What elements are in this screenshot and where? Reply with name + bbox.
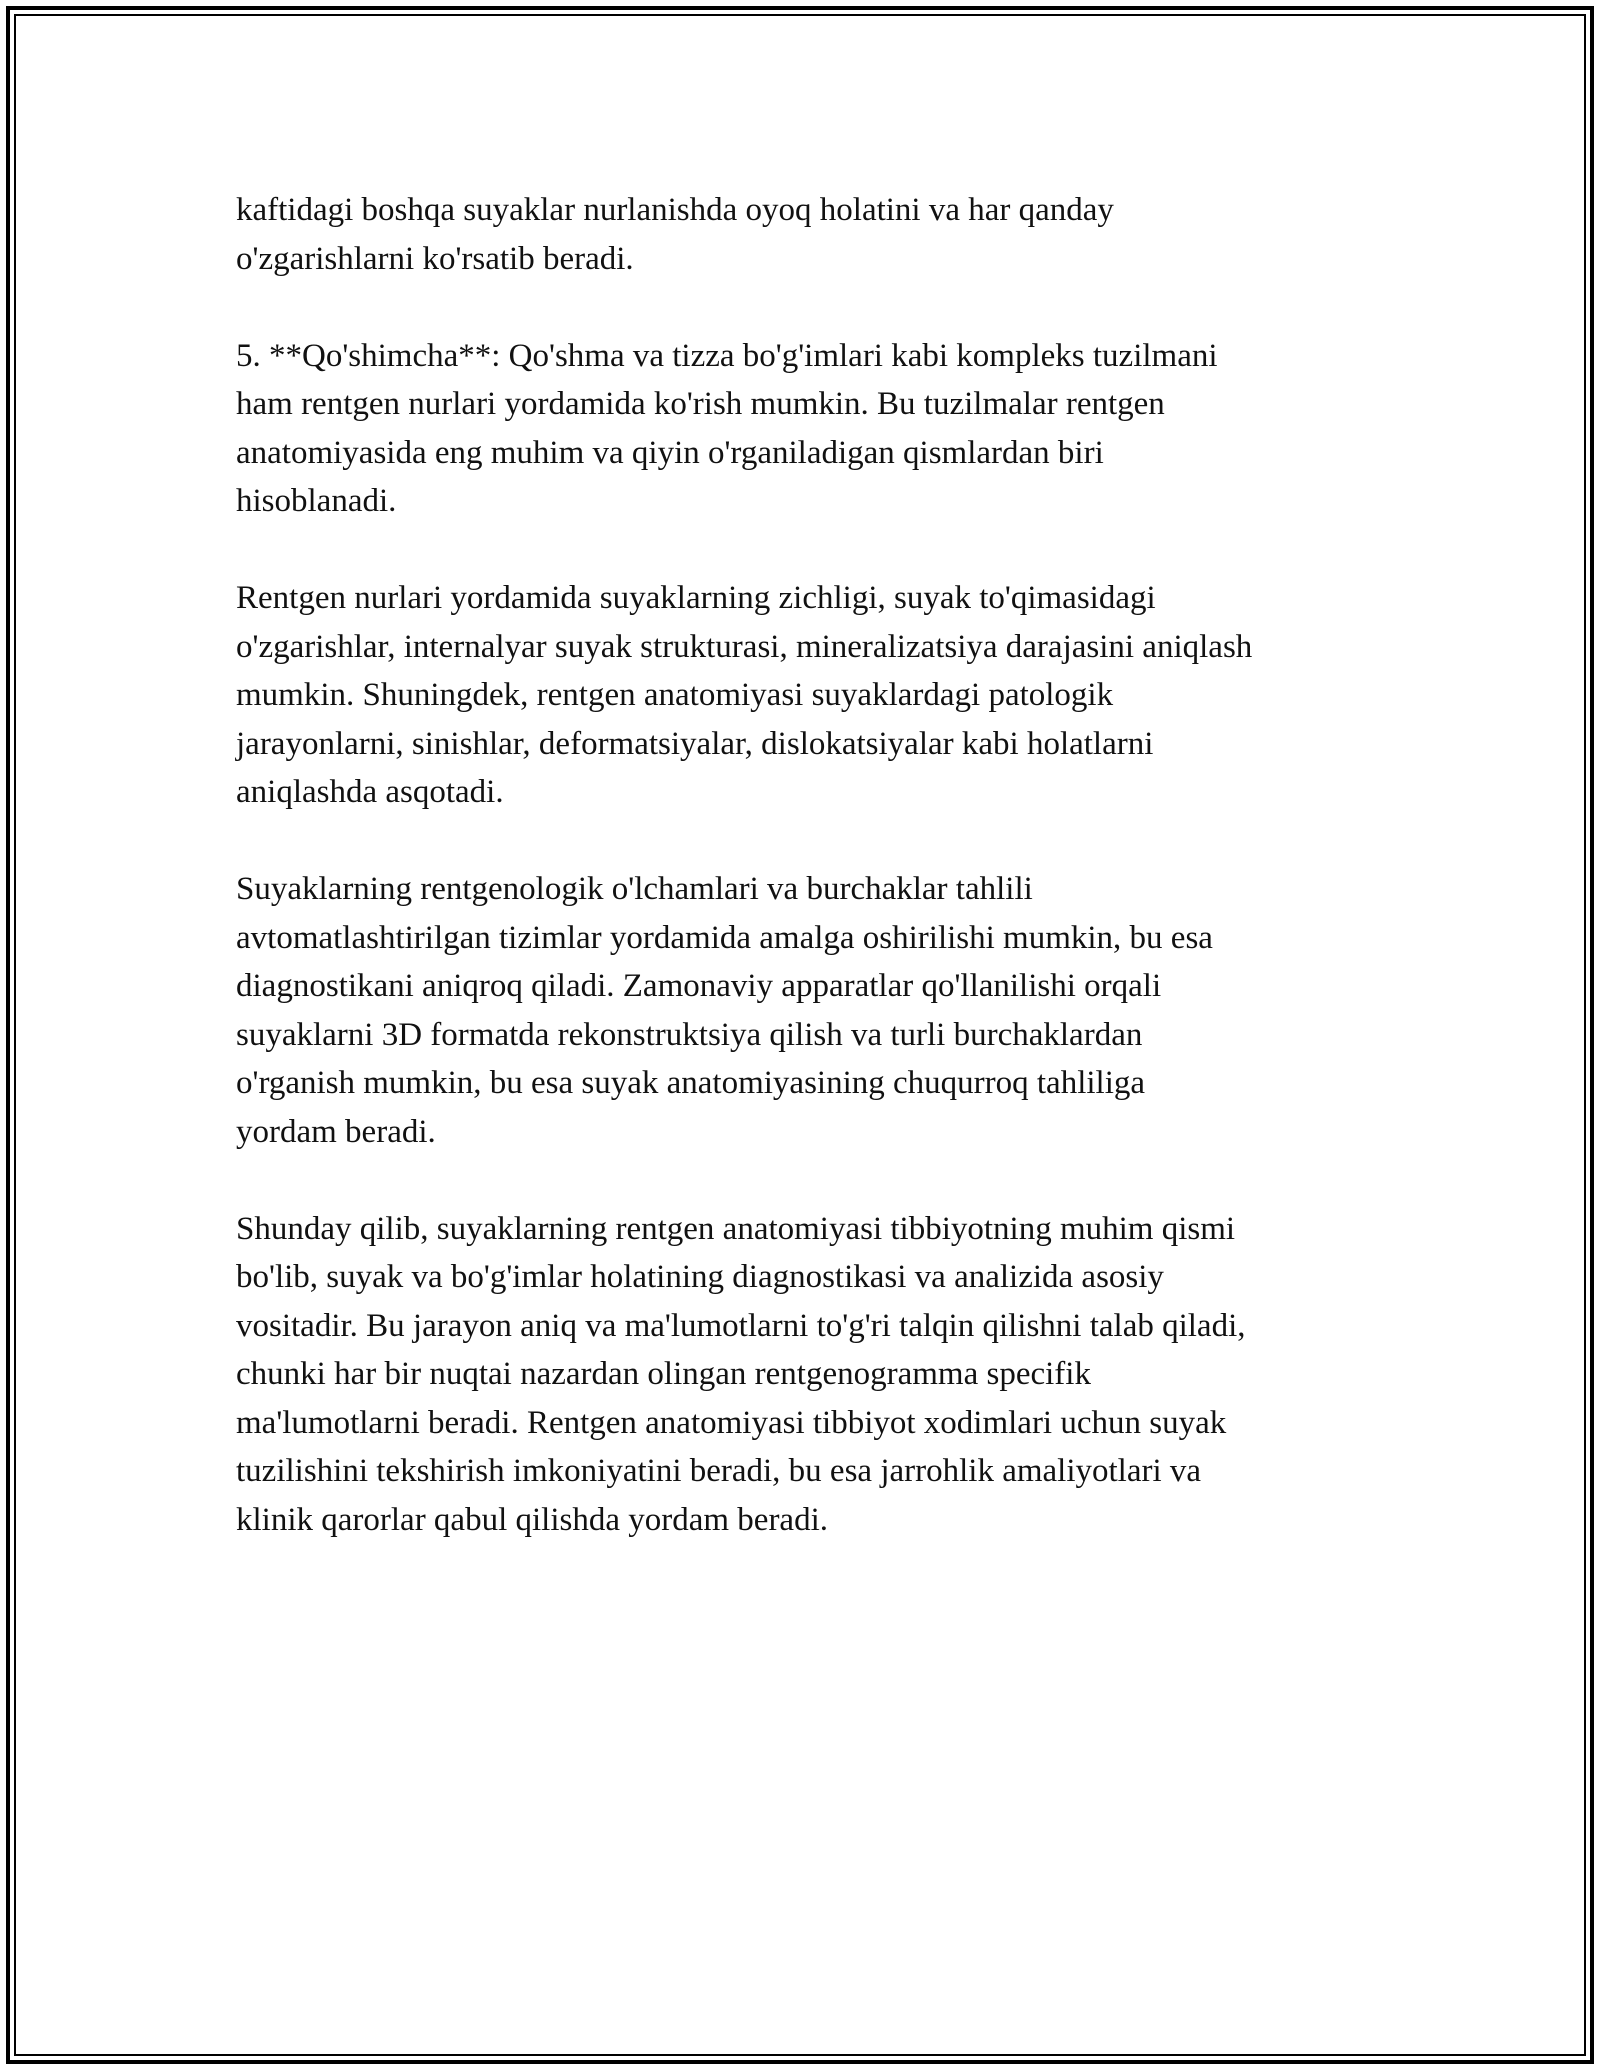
text-line: bo'lib, suyak va bo'g'imlar holatining diagnostikasi va analizida asosiy: [236, 1259, 1164, 1295]
paragraph: [236, 865, 1376, 1156]
text-line: hisoblanadi.: [236, 483, 397, 519]
text-line: Shunday qilib, suyaklarning rentgen anatomiyasi tibbiyotning muhim qismi: [236, 1210, 1236, 1247]
text-line: avtomatlashtirilgan tizimlar yordamida amalga oshirilishi mumkin, bu esa: [236, 919, 1213, 956]
text-line: 5. **Qo'shimcha**: Qo'shma va tizza bo'g'imlari kabi kompleks tuzilmani: [236, 337, 1218, 374]
text-line: Rentgen nurlari yordamida suyaklarning zichligi, suyak to'qimasidagi: [236, 580, 1156, 616]
text-line: o'zgarishlarni ko'rsatib beradi.: [236, 240, 634, 277]
text-line: o'rganish mumkin, bu esa suyak anatomiyasining chuqurroq tahliliga: [236, 1065, 1146, 1101]
paragraph: [236, 186, 1376, 283]
paragraph: [236, 1205, 1376, 1545]
text-line: suyaklarni 3D formatda rekonstruktsiya qilish va turli burchaklardan: [236, 1016, 1143, 1053]
text-line: vositadir. Bu jarayon aniq va ma'lumotlarni to'g'ri talqin qilishni talab qiladi,: [236, 1307, 1246, 1344]
text-line: klinik qarorlar qabul qilishda yordam beradi.: [236, 1501, 829, 1538]
paragraph: [236, 332, 1376, 526]
text-line: ma'lumotlarni beradi. Rentgen anatomiyasi tibbiyot xodimlari uchun suyak: [236, 1404, 1227, 1441]
paragraph: [236, 574, 1376, 817]
text-line: mumkin. Shuningdek, rentgen anatomiyasi suyaklardagi patologik: [236, 677, 1114, 713]
text-line: o'zgarishlar, internalyar suyak strukturasi, mineralizatsiya darajasini aniqlash: [236, 628, 1253, 665]
text-line: yordam beradi.: [236, 1113, 436, 1150]
text-line: ham rentgen nurlari yordamida ko'rish mumkin. Bu tuzilmalar rentgen: [236, 386, 1165, 422]
text-line: Suyaklarning rentgenologik o'lchamlari va burchaklar tahlili: [236, 871, 1033, 907]
text-line: chunki har bir nuqtai nazardan olingan rentgenogramma specifik: [236, 1356, 1091, 1392]
text-line: anatomiyasida eng muhim va qiyin o'rganiladigan qismlardan biri: [236, 434, 1104, 471]
text-line: kaftidagi boshqa suyaklar nurlanishda oyoq holatini va har qanday: [236, 192, 1114, 228]
text-line: jarayonlarni, sinishlar, deformatsiyalar, dislokatsiyalar kabi holatlarni: [236, 725, 1154, 762]
text-line: aniqlashda asqotadi.: [236, 774, 504, 810]
text-line: tuzilishini tekshirish imkoniyatini beradi, bu esa jarrohlik amaliyotlari va: [236, 1453, 1202, 1489]
text-line: diagnostikani aniqroq qiladi. Zamonaviy apparatlar qo'llanilishi orqali: [236, 968, 1162, 1004]
document-body: [236, 186, 1376, 1544]
